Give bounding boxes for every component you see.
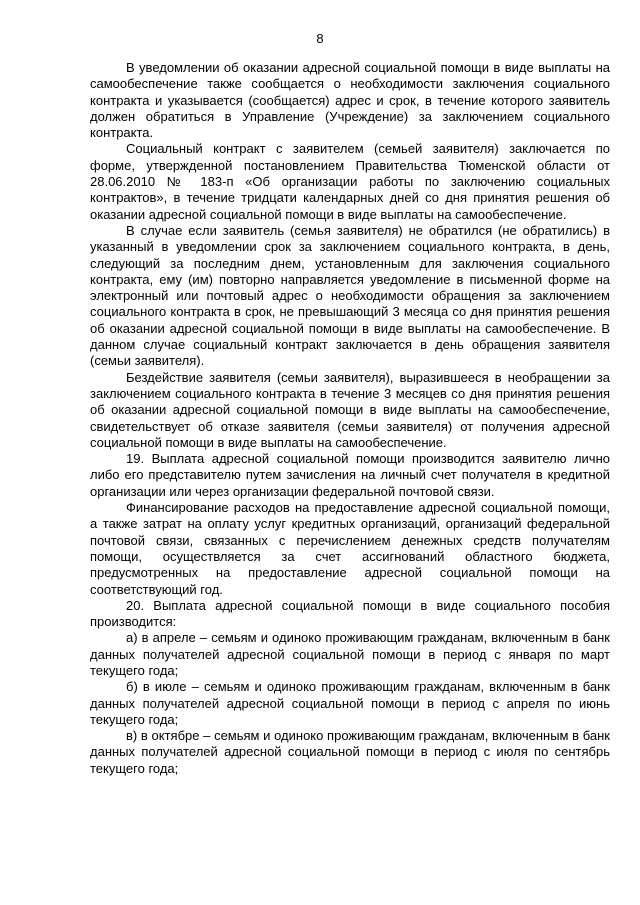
page-number: 8 bbox=[316, 31, 324, 46]
paragraph-item-19: 19. Выплата адресной социальной помощи производится заявителю лично либо его представителю путем зачисления на личный счет получателя в кредитной организации или через организации федеральной почтовой связи. bbox=[90, 451, 610, 499]
paragraph-financing: Финансирование расходов на предоставление адресной социальной помощи, а также затрат на оплату услуг кредитных организаций, организаций федеральной почтовой связи, связанных с перечислением денежных средств получателям помощи, осуществляется за счет ассигнований областного бюджета, предусмотренных на предоставление адресной социальной помощи на соответствующий год. bbox=[90, 500, 610, 597]
list-item-b: б) в июле – семьям и одиноко проживающим гражданам, включенным в банк данных получателей адресной социальной помощи в период с апреля по июнь текущего года; bbox=[90, 679, 610, 727]
paragraph-non-appearance: В случае если заявитель (семья заявителя) не обратился (не обратились) в указанный в уведомлении срок за заключением социального контракта, в день, следующий за последним днем, установленным для заключения социального контракта, ему (им) повторно направляется уведомление в письменной форме на электронный или почтовый адрес о необходимости обращения за заключением социального контракта в срок, не превышающий 3 месяца со дня принятия решения об оказании адресной социальной помощи в виде выплаты на самообеспечение. В данном случае социальный контракт заключается в день обращения заявителя (семьи заявителя). bbox=[90, 222, 610, 369]
paragraph-item-20: 20. Выплата адресной социальной помощи в виде социального пособия производится: bbox=[90, 597, 610, 630]
paragraph-social-contract: Социальный контракт с заявителем (семьей заявителя) заключается по форме, утвержденной постановлением Правительства Тюменской области от 28.06.2010 № 183-п «Об организации работы по заключению социальных контрактов», в течение тридцати календарных дней со дня принятия решения об оказании адресной социальной помощи в виде выплаты на самообеспечение. bbox=[90, 141, 610, 222]
list-item-v: в) в октябре – семьям и одиноко проживающим гражданам, включенным в банк данных получателей адресной социальной помощи в период с июля по сентябрь текущего года; bbox=[90, 728, 610, 776]
list-item-a: а) в апреле – семьям и одиноко проживающим гражданам, включенным в банк данных получателей адресной социальной помощи в период с января по март текущего года; bbox=[90, 630, 610, 678]
paragraph-inaction: Бездействие заявителя (семьи заявителя), выразившееся в необращении за заключением социального контракта в течение 3 месяцев со дня принятия решения об оказании адресной социальной помощи в виде выплаты на самообеспечение, свидетельствует об отказе заявителя (семьи заявителя) от получения адресной социальной помощи в виде выплаты на самообеспечение. bbox=[90, 369, 610, 450]
paragraph-notification: В уведомлении об оказании адресной социальной помощи в виде выплаты на самообеспечение также сообщается о необходимости заключения социального контракта и указывается (сообщается) адрес и срок, в течение которого заявитель должен обратиться в Управление (Учреждение) за заключением социального контракта. bbox=[90, 60, 610, 141]
document-body bbox=[90, 60, 610, 777]
